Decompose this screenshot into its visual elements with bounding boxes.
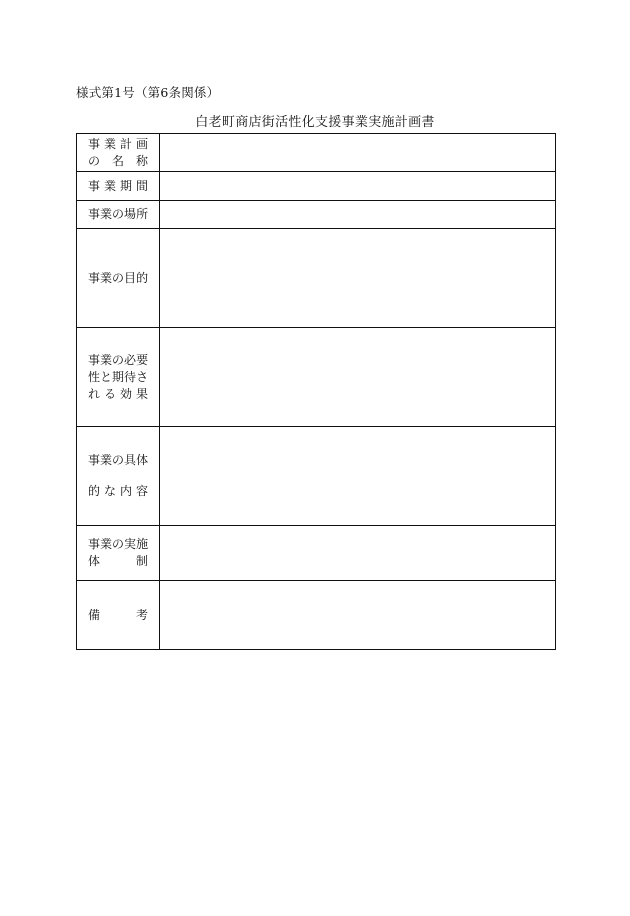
label-period — [77, 172, 160, 201]
value-project-name[interactable] — [160, 134, 556, 172]
row-content — [77, 427, 556, 526]
label-char: 業 — [100, 352, 113, 367]
label-char: 必 — [124, 352, 137, 367]
label-line — [88, 469, 148, 483]
label-char: 施 — [136, 537, 149, 551]
label-char: 具 — [124, 453, 137, 467]
label-char: る — [103, 386, 116, 401]
label-char: 果 — [135, 386, 148, 401]
label-remarks — [77, 581, 160, 650]
row-project-name — [77, 134, 556, 172]
label-line — [88, 178, 148, 195]
label-char: 業 — [100, 453, 113, 467]
value-remarks[interactable] — [160, 581, 556, 650]
label-line — [88, 553, 148, 570]
value-organization[interactable] — [160, 526, 556, 581]
label-char: 制 — [135, 554, 148, 568]
label-content — [77, 427, 160, 526]
label-char: 期 — [112, 369, 125, 384]
label-char: 事 — [88, 537, 101, 551]
label-char: 業 — [103, 136, 116, 151]
label-char: 称 — [135, 153, 148, 168]
label-line — [88, 452, 148, 469]
label-char: 画 — [135, 136, 148, 151]
label-project-name — [77, 134, 160, 172]
label-line — [88, 386, 148, 403]
label-char: 事 — [88, 178, 101, 193]
label-char: 事 — [88, 270, 101, 285]
label-char: 事 — [88, 453, 101, 467]
label-char: 容 — [135, 484, 148, 498]
label-char: 要 — [136, 352, 149, 367]
label-char: 業 — [103, 178, 116, 193]
label-char: 業 — [100, 270, 113, 285]
label-line — [88, 136, 148, 153]
label-char: 間 — [135, 178, 148, 193]
label-line — [88, 270, 148, 287]
label-char: の — [88, 153, 101, 168]
label-char: 実 — [124, 537, 137, 551]
label-char: 的 — [88, 484, 101, 498]
label-purpose — [77, 229, 160, 328]
label-char: 名 — [111, 153, 124, 168]
label-char: さ — [136, 369, 149, 384]
row-necessity — [77, 328, 556, 427]
document-title: 白老町商店街活性化支援事業実施計画書 — [195, 115, 435, 130]
label-char: 内 — [119, 484, 132, 498]
label-char: 体 — [136, 453, 149, 467]
row-period — [77, 172, 556, 201]
label-char: の — [112, 270, 125, 285]
label-location — [77, 201, 160, 229]
label-char: 体 — [88, 554, 101, 568]
label-line — [88, 607, 148, 624]
label-char: 性 — [88, 369, 101, 384]
label-char: 事 — [88, 136, 101, 151]
label-organization — [77, 526, 160, 581]
label-char: 考 — [135, 607, 148, 622]
label-line — [88, 206, 148, 223]
label-char: と — [100, 369, 113, 384]
label-char: 場 — [124, 207, 137, 221]
label-char: 業 — [100, 537, 113, 551]
label-char: の — [112, 352, 125, 367]
row-organization — [77, 526, 556, 581]
label-char: な — [103, 484, 116, 498]
value-content[interactable] — [160, 427, 556, 526]
plan-form-table — [76, 133, 556, 650]
label-line — [88, 483, 148, 500]
label-char: 事 — [88, 352, 101, 367]
label-line — [88, 369, 148, 386]
form-number: 様式第1号（第6条関係） — [76, 85, 220, 100]
label-char: の — [112, 537, 125, 551]
row-remarks — [77, 581, 556, 650]
value-necessity[interactable] — [160, 328, 556, 427]
row-purpose — [77, 229, 556, 328]
label-char: 計 — [119, 136, 132, 151]
value-location[interactable] — [160, 201, 556, 229]
label-necessity — [77, 328, 160, 427]
label-char: 備 — [88, 607, 101, 622]
label-char: 効 — [119, 386, 132, 401]
label-char: 目 — [124, 270, 137, 285]
label-char: れ — [88, 386, 101, 401]
label-char: 期 — [119, 178, 132, 193]
value-period[interactable] — [160, 172, 556, 201]
label-char: 待 — [124, 369, 137, 384]
label-char: の — [112, 207, 125, 221]
label-char: 業 — [100, 207, 113, 221]
label-char: 所 — [136, 207, 149, 221]
label-line — [88, 536, 148, 553]
value-purpose[interactable] — [160, 229, 556, 328]
label-char: 的 — [136, 270, 149, 285]
label-char: の — [112, 453, 125, 467]
label-line — [88, 352, 148, 369]
row-location — [77, 201, 556, 229]
label-char: 事 — [88, 207, 101, 221]
label-line — [88, 153, 148, 170]
